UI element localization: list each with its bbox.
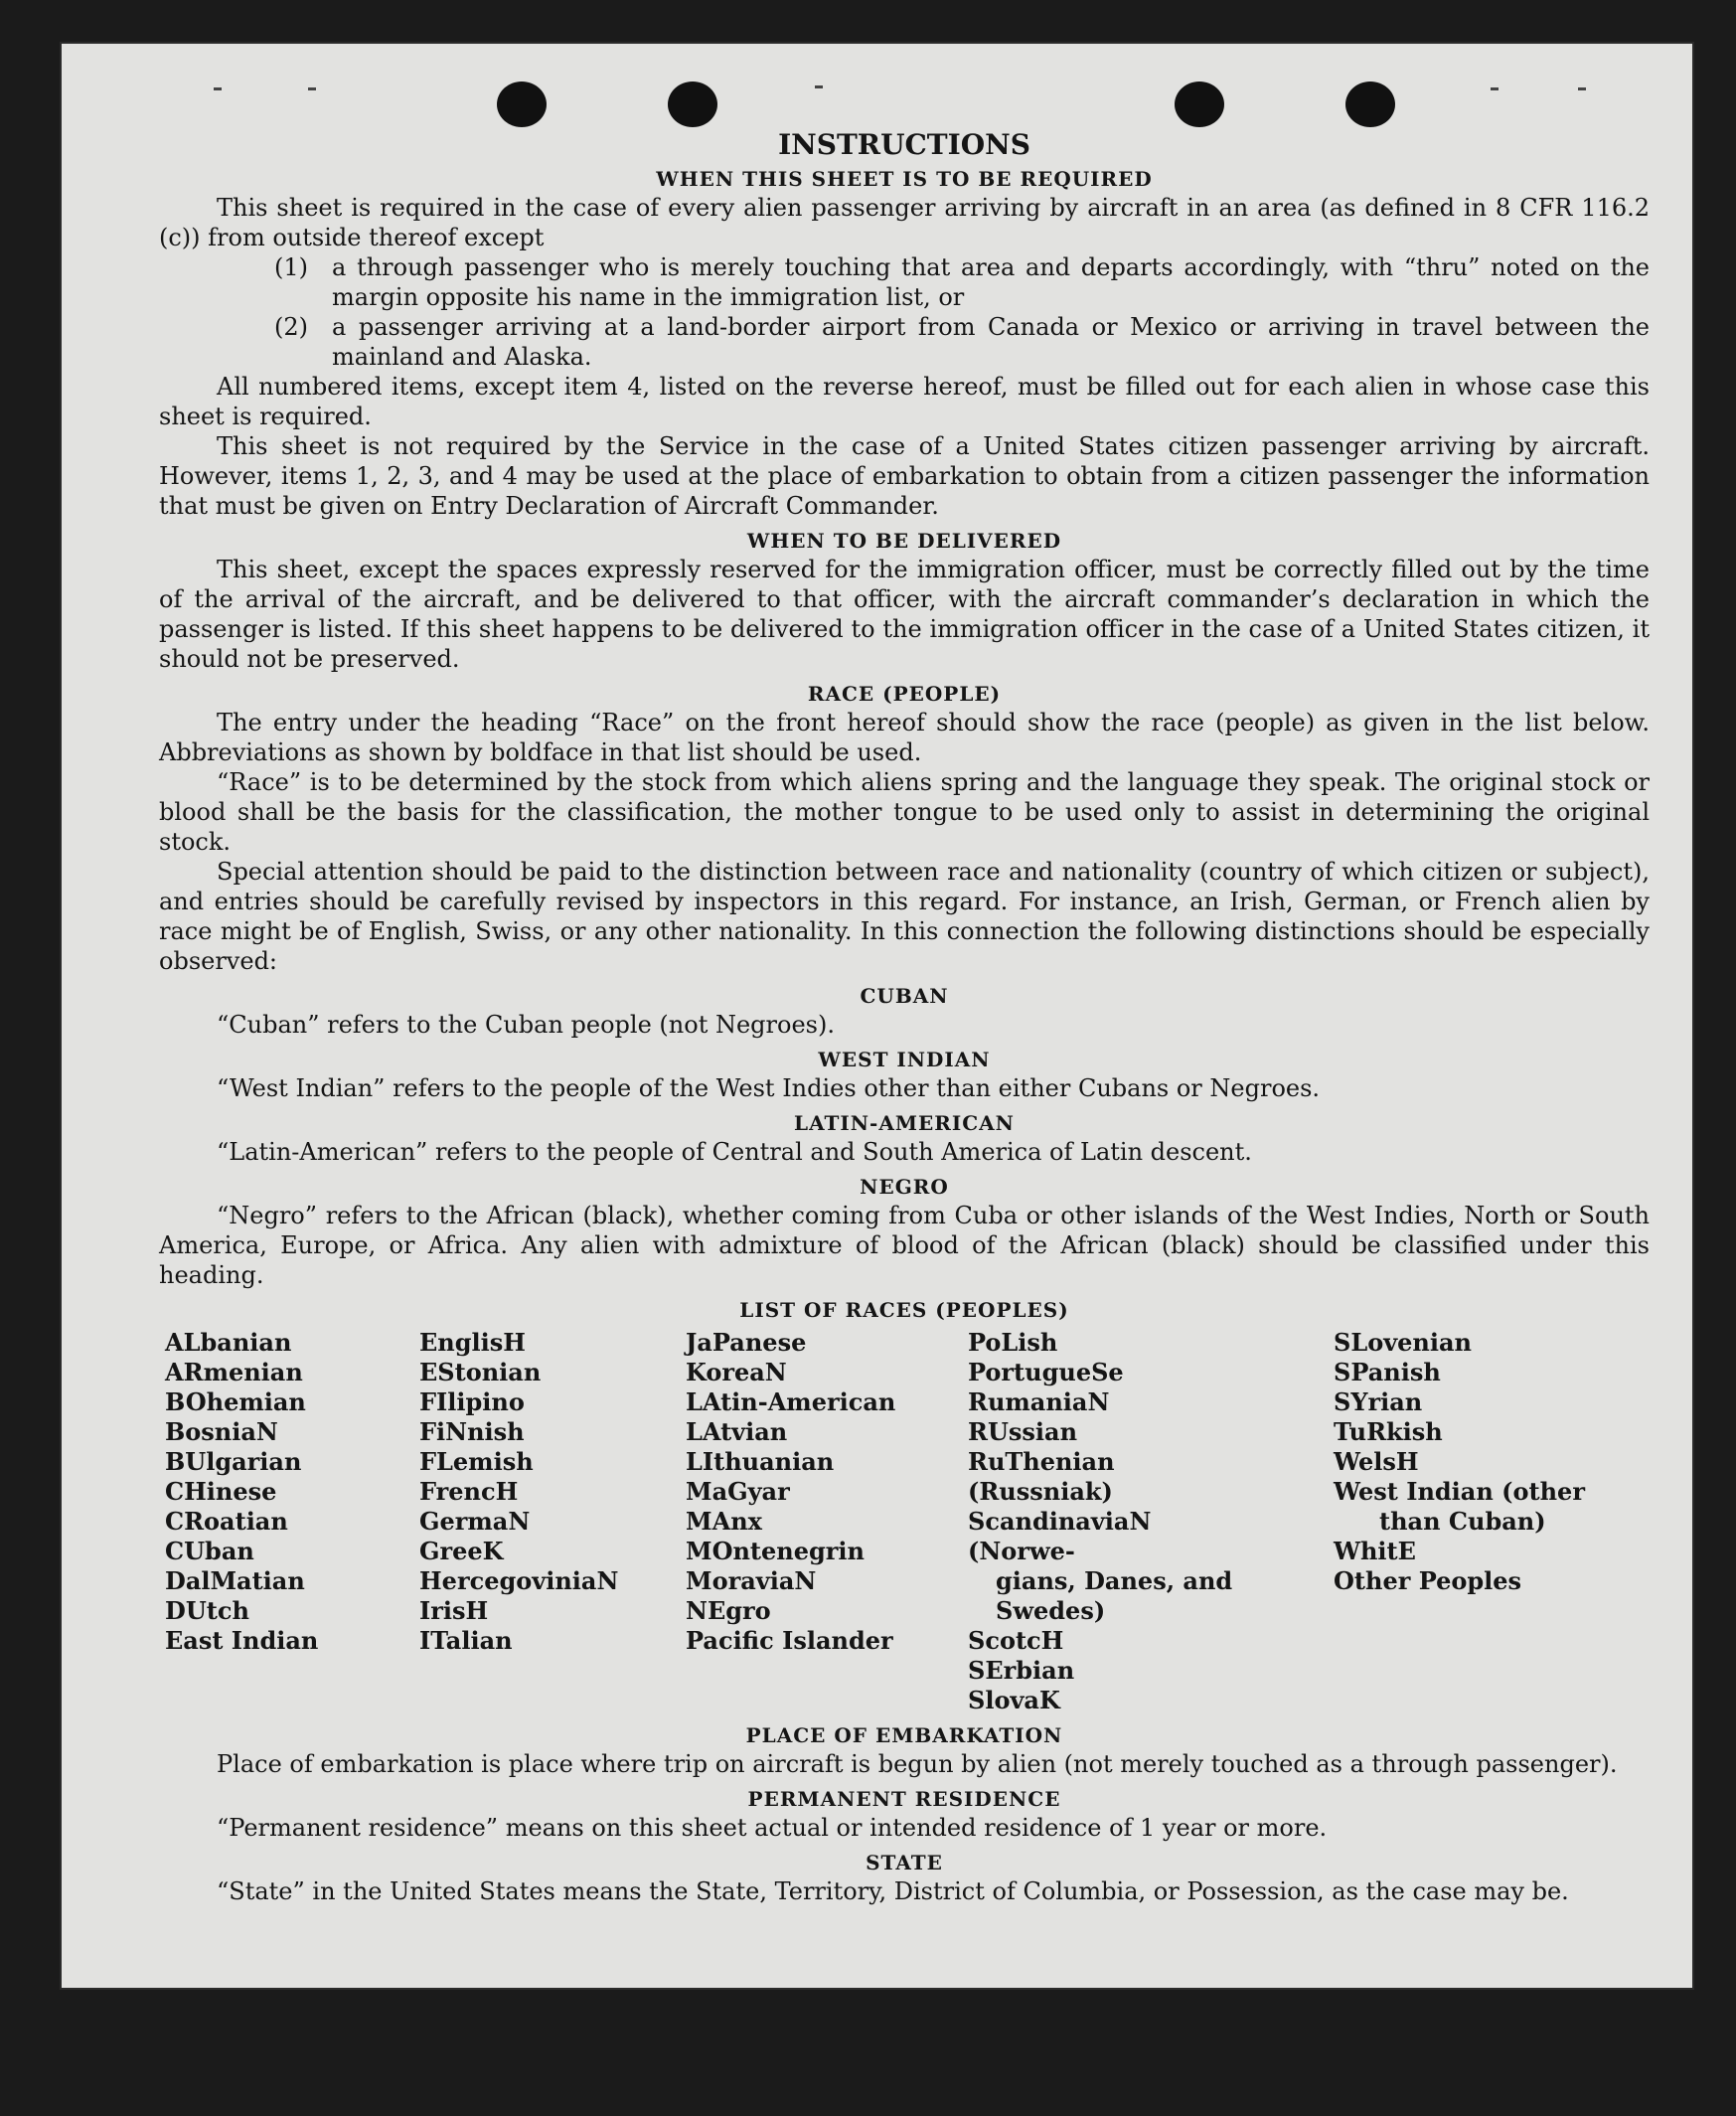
race-entry: MaGyar — [686, 1477, 790, 1506]
paragraph: “State” in the United States means the State, Territory, District of Columbia, or Possession, as the case may be. — [217, 1877, 1569, 1905]
race-entry: Pacific Islander — [686, 1626, 893, 1655]
race-entry: gians, Danes, and — [996, 1566, 1233, 1595]
speck-mark — [1578, 87, 1586, 90]
race-entry: GreeK — [419, 1537, 504, 1565]
punch-hole — [1345, 81, 1395, 127]
heading-list-of-races: LIST OF RACES (PEOPLES) — [739, 1298, 1069, 1322]
race-entry: CHinese — [165, 1477, 277, 1506]
race-entry: BosniaN — [165, 1417, 278, 1446]
race-entry: LAtin-American — [686, 1387, 896, 1416]
heading-west-indian: WEST INDIAN — [818, 1048, 991, 1071]
heading-when-required: WHEN THIS SHEET IS TO BE REQUIRED — [656, 167, 1153, 191]
paragraph: “West Indian” refers to the people of the West Indies other than either Cubans or Negroes. — [217, 1074, 1321, 1102]
paragraph: “Latin-American” refers to the people of Central and South America of Latin descent. — [217, 1138, 1252, 1166]
heading-cuban: CUBAN — [860, 984, 949, 1008]
paragraph: This sheet is required in the case of every alien passenger arriving by aircraft in an area (as defined in 8 CFR 116.2 (c)) from outside thereof except — [159, 194, 1650, 251]
race-entry: ALbanian — [165, 1328, 292, 1357]
race-entry: CRoatian — [165, 1507, 288, 1536]
paragraph: Place of embarkation is place where trip on aircraft is begun by alien (not merely touched as a through passenger). — [217, 1750, 1618, 1778]
heading-state: STATE — [866, 1851, 943, 1874]
list-item — [274, 312, 1650, 372]
paragraph: “Race” is to be determined by the stock from which aliens spring and the language they speak. The original stock or blood shall be the basis for the classification, the mother tongue to be used only to assist in determining the original stock. — [159, 768, 1650, 856]
race-entry: EnglisH — [419, 1328, 526, 1357]
race-entry: East Indian — [165, 1626, 319, 1655]
race-entry: SlovaK — [968, 1686, 1060, 1714]
race-entry: LAtvian — [686, 1417, 788, 1446]
races-column — [1248, 1328, 1622, 1715]
race-entry: EStonian — [419, 1358, 542, 1386]
race-entry: WelsH — [1334, 1447, 1419, 1476]
speck-mark — [815, 85, 823, 88]
item-number: (1) — [274, 253, 308, 281]
paragraph: All numbered items, except item 4, listed on the reverse hereof, must be filled out for each alien in whose case this sheet is required. — [159, 373, 1650, 430]
speck-mark — [308, 87, 316, 90]
race-entry: CUban — [165, 1537, 254, 1565]
paragraph: This sheet, except the spaces expressly reserved for the immigration officer, must be correctly filled out by the time of the arrival of the aircraft, and be delivered to that officer, with the aircraft commander’s declaration in which the passenger is listed. If this sheet happens to be delivered to the immigration officer in the case of a United States citizen, it should not be preserved. — [159, 556, 1650, 673]
heading-when-delivered: WHEN TO BE DELIVERED — [746, 529, 1062, 553]
item-text: a passenger arriving at a land-border airport from Canada or Mexico or arriving in travel between the mainland and Alaska. — [332, 313, 1650, 371]
race-entry: Swedes) — [996, 1596, 1106, 1625]
races-column — [159, 1328, 419, 1715]
race-entry: DalMatian — [165, 1566, 305, 1595]
race-entry: SPanish — [1334, 1358, 1441, 1386]
race-entry: BUlgarian — [165, 1447, 302, 1476]
race-entry: FrencH — [419, 1477, 519, 1506]
race-entry: JaPanese — [686, 1328, 807, 1357]
item-text: a through passenger who is merely touching that area and departs accordingly, with “thru” noted on the margin opposite his name in the immigration list, or — [332, 253, 1650, 311]
punch-hole — [497, 81, 547, 127]
race-entry: DUtch — [165, 1596, 249, 1625]
race-entry: Other Peoples — [1334, 1566, 1522, 1595]
race-entry: MAnx — [686, 1507, 762, 1536]
race-entry: ARmenian — [165, 1358, 303, 1386]
paragraph: The entry under the heading “Race” on the front hereof should show the race (people) as given in the list below. Abbreviations as shown by boldface in that list should be used. — [159, 709, 1650, 766]
heading-latin-american: LATIN-AMERICAN — [794, 1111, 1015, 1135]
paragraph: “Cuban” refers to the Cuban people (not Negroes). — [217, 1011, 835, 1039]
heading-race: RACE (PEOPLE) — [807, 682, 1002, 706]
punch-hole — [668, 81, 717, 127]
race-entry: RuThenian (Russniak) — [968, 1447, 1115, 1506]
race-entry: PoLish — [968, 1328, 1058, 1357]
page-title: INSTRUCTIONS — [778, 128, 1030, 161]
race-entry: FiNnish — [419, 1417, 525, 1446]
document-page — [60, 42, 1694, 1990]
heading-negro: NEGRO — [860, 1175, 949, 1199]
race-entry: SLovenian — [1334, 1328, 1472, 1357]
race-entry: BOhemian — [165, 1387, 306, 1416]
race-entry: ITalian — [419, 1626, 513, 1655]
race-entry: MoraviaN — [686, 1566, 817, 1595]
race-entry: NEgro — [686, 1596, 771, 1625]
race-entry: GermaN — [419, 1507, 531, 1536]
race-entry: ScotcH — [968, 1626, 1064, 1655]
speck-mark — [1491, 87, 1499, 90]
paragraph: Special attention should be paid to the distinction between race and nationality (country of which citizen or subject), and entries should be carefully revised by inspectors in this regard. For instance, an Irish, German, or French alien by race might be of English, Swiss, or any other nationality. In this connection the following distinctions should be especially observed: — [159, 858, 1650, 975]
race-entry: IrisH — [419, 1596, 489, 1625]
paragraph: This sheet is not required by the Service in the case of a United States citizen passenger arriving by aircraft. However, items 1, 2, 3, and 4 may be used at the place of embarkation to obtain from a citizen passenger the information that must be given on Entry Declaration of Aircraft Commander. — [159, 432, 1650, 520]
heading-permanent-residence: PERMANENT RESIDENCE — [747, 1787, 1061, 1811]
races-table — [159, 1328, 1650, 1715]
punch-hole — [1175, 81, 1224, 127]
races-column — [968, 1328, 1248, 1715]
race-entry: TuRkish — [1334, 1417, 1443, 1446]
race-entry: KoreaN — [686, 1358, 787, 1386]
race-entry: FIlipino — [419, 1387, 525, 1416]
race-entry: SYrian — [1334, 1387, 1423, 1416]
race-entry: SErbian — [968, 1656, 1075, 1685]
race-entry: LIthuanian — [686, 1447, 835, 1476]
race-entry: RUssian — [968, 1417, 1078, 1446]
instructions-content — [159, 125, 1650, 1906]
races-column — [419, 1328, 686, 1715]
race-entry: HercegoviniaN — [419, 1566, 619, 1595]
race-entry: than Cuban) — [1379, 1507, 1546, 1536]
races-column — [686, 1328, 968, 1715]
item-number: (2) — [274, 313, 308, 341]
speck-mark — [214, 87, 222, 90]
race-entry: West Indian (other — [1334, 1477, 1585, 1506]
paragraph: “Negro” refers to the African (black), whether coming from Cuba or other islands of the West Indies, North or South America, Europe, or Africa. Any alien with admixture of blood of the African (black) should be classified under this heading. — [159, 1202, 1650, 1289]
paragraph: “Permanent residence” means on this sheet actual or intended residence of 1 year or more. — [217, 1814, 1328, 1842]
race-entry: MOntenegrin — [686, 1537, 865, 1565]
race-entry: WhitE — [1334, 1537, 1416, 1565]
race-entry: FLemish — [419, 1447, 534, 1476]
race-entry: RumaniaN — [968, 1387, 1110, 1416]
heading-embarkation: PLACE OF EMBARKATION — [745, 1723, 1063, 1747]
list-item — [274, 252, 1650, 312]
race-entry: ScandinaviaN (Norwe- — [968, 1507, 1152, 1565]
race-entry: PortugueSe — [968, 1358, 1124, 1386]
